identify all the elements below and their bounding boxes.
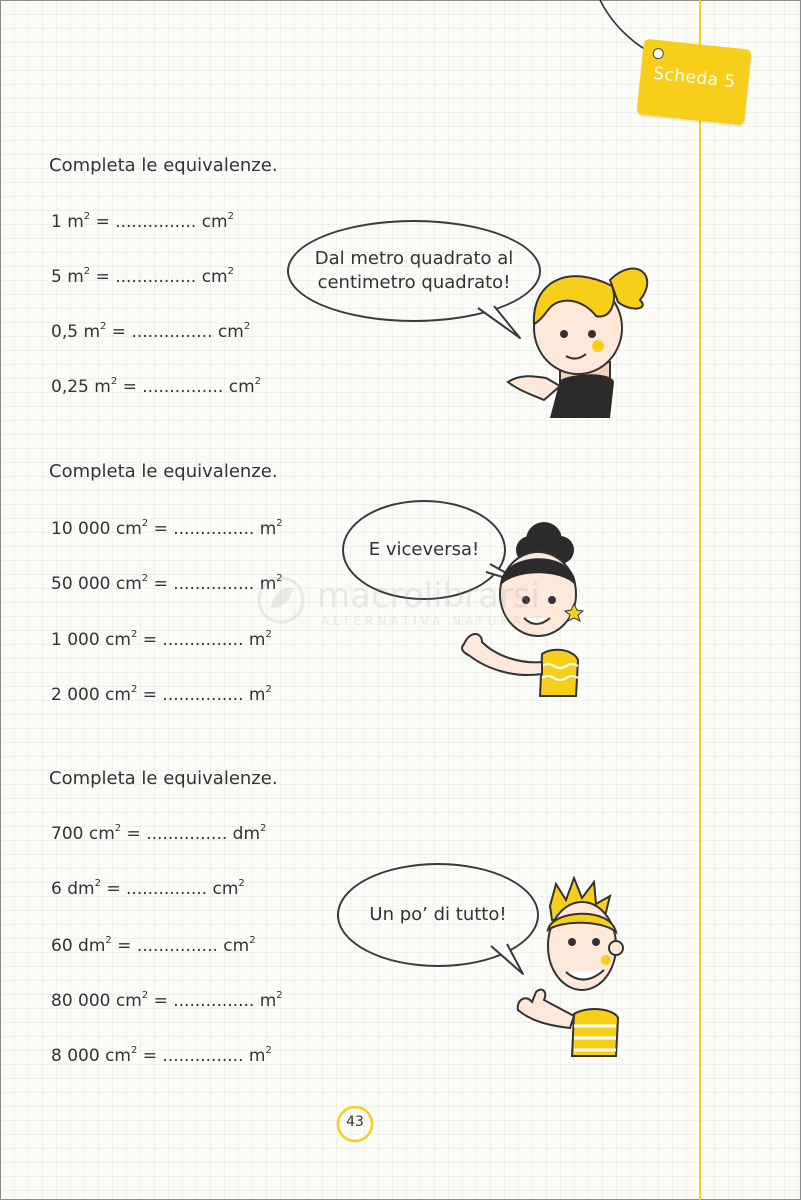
worksheet-tag xyxy=(636,39,751,126)
girl-ponytail-illustration xyxy=(500,250,660,422)
boy-spiky-hair-illustration xyxy=(512,876,632,1060)
page-number-text: 43 xyxy=(346,1114,364,1130)
equivalence-row: 0,5 $m^2$ = ............... $cm^2$ xyxy=(51,321,251,342)
watermark-brand: macrolibrarsi xyxy=(317,576,541,616)
section-heading: Completa le equivalenze. xyxy=(49,155,278,176)
equivalence-row: 6 $dm^2$ = ............... $cm^2$ xyxy=(51,878,245,899)
page-number xyxy=(334,1103,376,1145)
section-heading: Completa le equivalenze. xyxy=(49,461,278,482)
speech-bubble-text: Un po’ di tutto! xyxy=(369,903,507,925)
watermark-tagline: ALTERNATIVA NATURALE xyxy=(321,614,547,628)
equivalence-row: 5 $m^2$ = ............... $cm^2$ xyxy=(51,266,234,287)
equivalence-row: 1 000 $cm^2$ = ............... $m^2$ xyxy=(51,629,272,650)
equivalence-row: 10 000 $cm^2$ = ............... $m^2$ xyxy=(51,518,283,539)
equivalence-row: 1 $m^2$ = ............... $cm^2$ xyxy=(51,211,234,232)
equivalence-row: 0,25 $m^2$ = ............... $cm^2$ xyxy=(51,376,262,397)
girl-curly-hair-illustration xyxy=(456,520,596,700)
notebook-margin-line xyxy=(699,0,701,1200)
equivalence-row: 2 000 $cm^2$ = ............... $m^2$ xyxy=(51,684,272,705)
tag-hole xyxy=(652,48,664,60)
equivalence-row: 60 $dm^2$ = ............... $cm^2$ xyxy=(51,935,256,956)
equivalence-row: 700 $cm^2$ = ............... $dm^2$ xyxy=(51,823,267,844)
speech-bubble-text: E viceversa! xyxy=(368,538,480,560)
equivalence-row: 50 000 $cm^2$ = ............... $m^2$ xyxy=(51,573,283,594)
equivalence-row: 80 000 $cm^2$ = ............... $m^2$ xyxy=(51,990,283,1011)
equivalence-row: 8 000 $cm^2$ = ............... $m^2$ xyxy=(51,1045,272,1066)
tag-label: Scheda 5 xyxy=(652,63,737,93)
speech-bubble-text: Dal metro quadrato al centimetro quadrato! xyxy=(314,247,514,293)
section-heading: Completa le equivalenze. xyxy=(49,768,278,789)
